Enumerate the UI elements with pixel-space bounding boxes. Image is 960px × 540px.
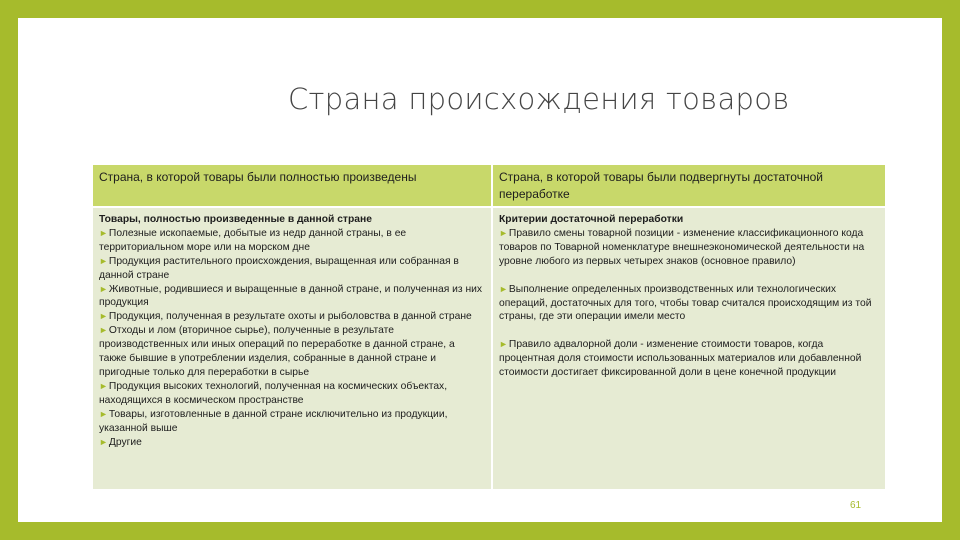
right-subheading: Критерии достаточной переработки [499,214,684,225]
list-item [499,338,879,380]
list-item [99,380,485,408]
bullet-icon: ► [99,380,108,391]
list-item-text: Полезные ископаемые, добытые из недр данной страны, в ее территориальном море или на морском дне [99,227,407,253]
list-item-text: Правило смены товарной позиции - изменение классификационного кода товаров по Товарной номенклатуре внешнеэкономической деятельности на уровне любого из первых четырех знаков (основное правило) [499,227,865,267]
cell-sufficient-processing [492,207,886,490]
bullet-icon: ► [499,227,508,238]
bullet-icon: ► [99,436,108,447]
list-item-text: Продукция высоких технологий, полученная на космических объектах, находящихся в космическом пространстве [99,380,448,406]
list-item [99,408,485,436]
bullet-icon: ► [499,283,508,294]
list-item [99,324,485,380]
table-body-row [92,207,886,490]
list-item [499,227,879,269]
header-fully-produced: Страна, в которой товары были полностью произведены [92,164,492,207]
cell-fully-produced [92,207,492,490]
bullet-icon: ► [499,339,508,350]
list-item-text: Животные, родившиеся и выращенные в данной стране, и полученная из них продукция [99,283,483,309]
list-item [499,283,879,325]
bullet-icon: ► [99,283,108,294]
left-subheading: Товары, полностью произведенные в данной стране [99,214,372,225]
list-item-text: Правило адвалорной доли - изменение стоимости товаров, когда процентная доля стоимости использованных материалов или добавленной стоимости достигает фиксированной доли в цене конечной продукции [499,339,862,379]
slide-title: Страна происхождения товаров [288,82,790,116]
list-item-text: Продукция растительного происхождения, выращенная или собранная в данной стране [99,255,459,281]
slide [18,18,942,522]
page-number: 61 [850,500,862,511]
bullet-icon: ► [99,227,108,238]
list-item-text: Продукция, полученная в результате охоты и рыболовства в данной стране [108,311,472,323]
origin-table [91,163,887,491]
list-item [99,436,485,450]
list-item-text: Выполнение определенных производственных или технологических операций, достаточных для того, чтобы товар считался происходящим из той страны, где эти операции имели место [499,283,872,323]
table-header-row [92,164,886,207]
bullet-icon: ► [99,325,108,336]
list-item [99,227,485,255]
list-item [99,283,485,311]
bullet-icon: ► [99,311,108,322]
list-item [99,255,485,283]
bullet-icon: ► [99,255,108,266]
list-item [99,310,485,324]
list-item-text: Товары, изготовленные в данной стране исключительно из продукции, указанной выше [99,408,448,434]
bullet-icon: ► [99,408,108,419]
list-item-text: Другие [108,436,142,448]
list-item-text: Отходы и лом (вторичное сырье), полученные в результате производственных или иных операций по переработке в данной стране, а также бывшие в употреблении изделия, собранные в данной стране и пригодные только для переработки в сырье [99,325,455,378]
header-sufficient-processing: Страна, в которой товары были подвергнуты достаточной переработке [492,164,886,207]
